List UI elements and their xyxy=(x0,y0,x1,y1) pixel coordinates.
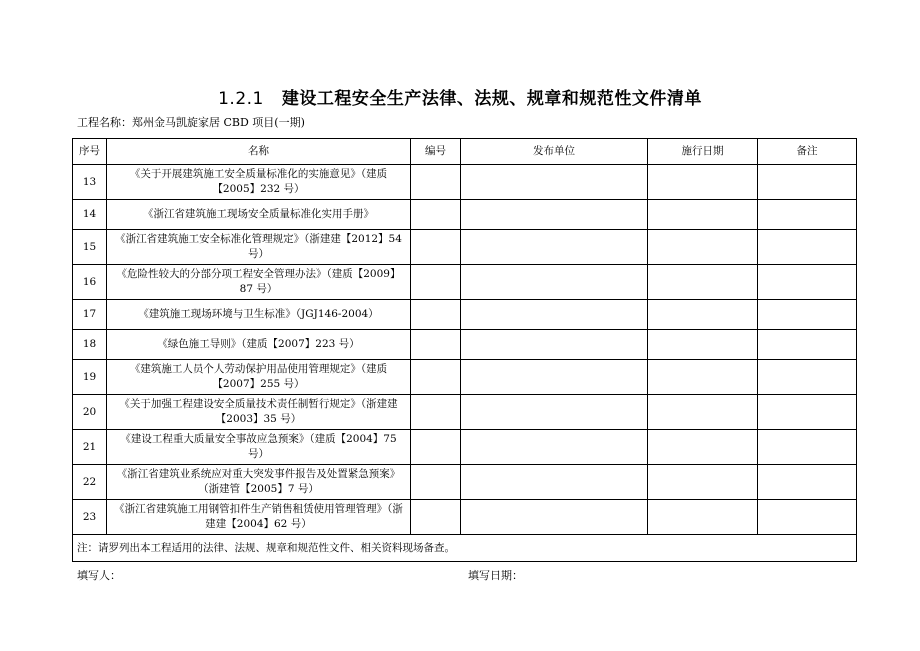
header-seq: 序号 xyxy=(73,139,107,165)
table-row xyxy=(73,200,857,230)
table-row xyxy=(73,395,857,430)
cell-name: 《建筑施工人员个人劳动保护用品使用管理规定》（建质【2007】255 号） xyxy=(107,360,411,395)
cell-name: 《关于加强工程建设安全质量技术责任制暂行规定》（浙建建【2003】35 号） xyxy=(107,395,411,430)
cell-name: 《浙江省建筑施工现场安全质量标准化实用手册》 xyxy=(107,200,411,230)
cell-seq: 18 xyxy=(73,330,107,360)
cell-issuer xyxy=(461,465,648,500)
title-text: 建设工程安全生产法律、法规、规章和规范性文件清单 xyxy=(281,89,702,109)
cell-remarks xyxy=(758,395,857,430)
header-date: 施行日期 xyxy=(648,139,758,165)
cell-date xyxy=(648,265,758,300)
cell-code xyxy=(411,330,461,360)
cell-seq: 22 xyxy=(73,465,107,500)
cell-remarks xyxy=(758,165,857,200)
cell-name: 《浙江省建筑业系统应对重大突发事件报告及处置紧急预案》（浙建管【2005】7 号） xyxy=(107,465,411,500)
header-code: 编号 xyxy=(411,139,461,165)
cell-date xyxy=(648,360,758,395)
header-name: 名称 xyxy=(107,139,411,165)
cell-code xyxy=(411,265,461,300)
cell-remarks xyxy=(758,300,857,330)
cell-date xyxy=(648,465,758,500)
cell-code xyxy=(411,230,461,265)
cell-name: 《危险性较大的分部分项工程安全管理办法》（建质【2009】87 号） xyxy=(107,265,411,300)
cell-issuer xyxy=(461,230,648,265)
cell-issuer xyxy=(461,330,648,360)
cell-seq: 17 xyxy=(73,300,107,330)
project-name: 郑州金马凯旋家居 CBD 项目(一期) xyxy=(132,116,305,129)
cell-seq: 20 xyxy=(73,395,107,430)
cell-issuer xyxy=(461,395,648,430)
cell-remarks xyxy=(758,230,857,265)
cell-seq: 19 xyxy=(73,360,107,395)
cell-code xyxy=(411,430,461,465)
cell-code xyxy=(411,395,461,430)
table-row xyxy=(73,330,857,360)
cell-date xyxy=(648,430,758,465)
cell-seq: 23 xyxy=(73,500,107,535)
table-row xyxy=(73,430,857,465)
cell-seq: 16 xyxy=(73,265,107,300)
cell-name: 《浙江省建筑施工安全标准化管理规定》（浙建建【2012】54 号） xyxy=(107,230,411,265)
cell-issuer xyxy=(461,265,648,300)
cell-issuer xyxy=(461,300,648,330)
cell-seq: 15 xyxy=(73,230,107,265)
cell-name: 《浙江省建筑施工用钢管扣件生产销售租赁使用管理管理》（浙建建【2004】62 号） xyxy=(107,500,411,535)
section-number: 1.2.1 xyxy=(218,89,264,109)
filler-label: 填写人： xyxy=(77,569,121,582)
regulations-table xyxy=(72,138,857,562)
table-row xyxy=(73,500,857,535)
cell-remarks xyxy=(758,465,857,500)
cell-name: 《关于开展建筑施工安全质量标准化的实施意见》（建质【2005】232 号） xyxy=(107,165,411,200)
cell-name: 《建设工程重大质量安全事故应急预案》（建质【2004】75 号） xyxy=(107,430,411,465)
cell-issuer xyxy=(461,430,648,465)
cell-date xyxy=(648,200,758,230)
cell-code xyxy=(411,500,461,535)
cell-date xyxy=(648,330,758,360)
cell-name: 《绿色施工导则》（建质【2007】223 号） xyxy=(107,330,411,360)
table-row xyxy=(73,465,857,500)
cell-remarks xyxy=(758,500,857,535)
cell-issuer xyxy=(461,200,648,230)
cell-code xyxy=(411,200,461,230)
cell-name: 《建筑施工现场环境与卫生标准》（JGJ146-2004） xyxy=(107,300,411,330)
table-row xyxy=(73,360,857,395)
cell-date xyxy=(648,395,758,430)
note-row xyxy=(73,535,857,562)
cell-seq: 14 xyxy=(73,200,107,230)
cell-issuer xyxy=(461,500,648,535)
cell-remarks xyxy=(758,200,857,230)
cell-code xyxy=(411,465,461,500)
note-text: 注：请罗列出本工程适用的法律、法规、规章和规范性文件、相关资料现场备查。 xyxy=(73,535,857,562)
table-row xyxy=(73,265,857,300)
project-label: 工程名称： xyxy=(77,116,132,129)
cell-code xyxy=(411,360,461,395)
cell-remarks xyxy=(758,360,857,395)
cell-issuer xyxy=(461,165,648,200)
cell-code xyxy=(411,165,461,200)
cell-seq: 13 xyxy=(73,165,107,200)
cell-seq: 21 xyxy=(73,430,107,465)
project-name-line xyxy=(77,114,305,130)
cell-issuer xyxy=(461,360,648,395)
cell-date xyxy=(648,165,758,200)
cell-date xyxy=(648,300,758,330)
table-header-row xyxy=(73,139,857,165)
table-row xyxy=(73,230,857,265)
cell-code xyxy=(411,300,461,330)
table-row xyxy=(73,300,857,330)
header-issuer: 发布单位 xyxy=(461,139,648,165)
cell-remarks xyxy=(758,330,857,360)
cell-remarks xyxy=(758,430,857,465)
cell-remarks xyxy=(758,265,857,300)
cell-date xyxy=(648,500,758,535)
header-remarks: 备注 xyxy=(758,139,857,165)
page-title xyxy=(0,84,920,109)
fill-date-label: 填写日期： xyxy=(468,569,523,582)
table-row xyxy=(73,165,857,200)
cell-date xyxy=(648,230,758,265)
